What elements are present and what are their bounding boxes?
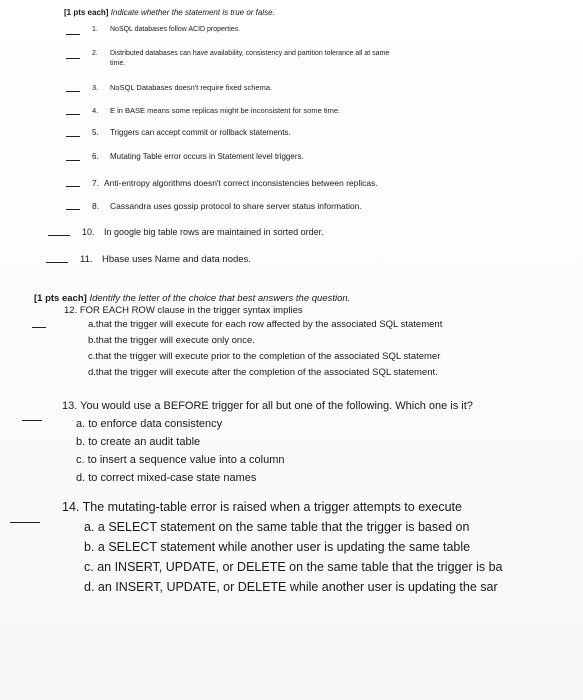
- option-b: b. to create an audit table: [76, 436, 201, 448]
- option-a: a.that the trigger will execute for each row affected by the associated SQL statement: [88, 319, 443, 330]
- tf-item-7: [0, 178, 583, 192]
- question-text: 14. The mutating-table error is raised when a trigger attempts to execute: [62, 500, 462, 514]
- item-text: Mutating Table error occurs in Statement level triggers.: [110, 152, 304, 161]
- item-number: 3.: [92, 83, 99, 92]
- answer-blank[interactable]: [66, 34, 80, 35]
- tf-item-10: [0, 227, 583, 241]
- question-text: 12. FOR EACH ROW clause in the trigger syntax implies: [64, 305, 303, 316]
- question-12: [0, 305, 583, 387]
- section1-header: [64, 8, 275, 17]
- answer-blank[interactable]: [66, 58, 80, 59]
- item-text: NoSQL Databases doesn't require fixed schema.: [110, 83, 273, 92]
- section2-points: [1 pts each]: [34, 293, 87, 304]
- tf-item-4: [0, 106, 583, 120]
- item-number: 10.: [82, 227, 95, 237]
- item-text: Hbase uses Name and data nodes.: [102, 254, 251, 265]
- item-number: 6.: [92, 152, 99, 161]
- answer-blank[interactable]: [66, 160, 80, 161]
- answer-blank[interactable]: [66, 91, 80, 92]
- option-d: d. an INSERT, UPDATE, or DELETE while another user is updating the sar: [84, 580, 498, 594]
- item-number: 5.: [92, 128, 99, 137]
- item-text: E in BASE means some replicas might be inconsistent for some time.: [110, 106, 341, 115]
- item-number: 7.: [92, 178, 100, 188]
- answer-blank[interactable]: [48, 235, 70, 236]
- section2-instruction: Identify the letter of the choice that best answers the question.: [89, 293, 351, 304]
- answer-blank[interactable]: [10, 522, 40, 523]
- option-d: d. to correct mixed-case state names: [76, 472, 257, 484]
- option-d: d.that the trigger will execute after the completion of the associated SQL statement.: [88, 367, 438, 378]
- item-text: Distributed databases can have availability, consistency and partition tolerance all at same: [110, 50, 390, 57]
- item-text: NoSQL databases follow ACID properties.: [110, 26, 241, 33]
- item-number: 11.: [80, 254, 93, 265]
- tf-item-3: [0, 83, 583, 97]
- option-c: c. an INSERT, UPDATE, or DELETE on the same table that the trigger is ba: [84, 560, 503, 574]
- option-c: c.that the trigger will execute prior to the completion of the associated SQL statemer: [88, 351, 441, 362]
- item-text: Anti-entropy algorithms doesn't correct inconsistencies between replicas.: [104, 178, 378, 188]
- question-text: 13. You would use a BEFORE trigger for all but one of the following. Which one is it?: [62, 400, 473, 412]
- question-13: [0, 400, 583, 486]
- answer-blank[interactable]: [66, 136, 80, 137]
- item-number: 2.: [92, 50, 98, 57]
- answer-blank[interactable]: [66, 209, 80, 210]
- tf-item-5: [0, 128, 583, 142]
- item-number: 1.: [92, 26, 98, 33]
- option-b: b. a SELECT statement while another user is updating the same table: [84, 540, 471, 554]
- item-number: 4.: [92, 106, 99, 115]
- item-text-continued: time.: [110, 60, 126, 67]
- answer-blank[interactable]: [66, 114, 80, 115]
- section2-header: [34, 293, 350, 304]
- option-b: b.that the trigger will execute only once.: [88, 335, 255, 346]
- item-number: 8.: [92, 201, 100, 211]
- tf-item-1: [0, 26, 583, 40]
- answer-blank[interactable]: [46, 262, 68, 263]
- option-a: a. a SELECT statement on the same table that the trigger is based on: [84, 520, 470, 534]
- tf-item-2: [0, 50, 583, 74]
- option-c: c. to insert a sequence value into a column: [76, 454, 285, 466]
- tf-item-6: [0, 152, 583, 166]
- answer-blank[interactable]: [22, 420, 42, 421]
- question-14: [0, 500, 583, 600]
- tf-item-11: [0, 254, 583, 268]
- section1-points: [1 pts each]: [64, 8, 109, 17]
- option-a: a. to enforce data consistency: [76, 418, 223, 430]
- item-text: Cassandra uses gossip protocol to share server status information.: [110, 201, 362, 211]
- answer-blank[interactable]: [32, 327, 46, 328]
- section1-instruction: Indicate whether the statement is true or false.: [110, 8, 275, 17]
- answer-blank[interactable]: [66, 186, 80, 187]
- item-text: Triggers can accept commit or rollback statements.: [110, 128, 291, 137]
- tf-item-8: [0, 201, 583, 215]
- item-text: In google big table rows are maintained in sorted order.: [104, 227, 324, 237]
